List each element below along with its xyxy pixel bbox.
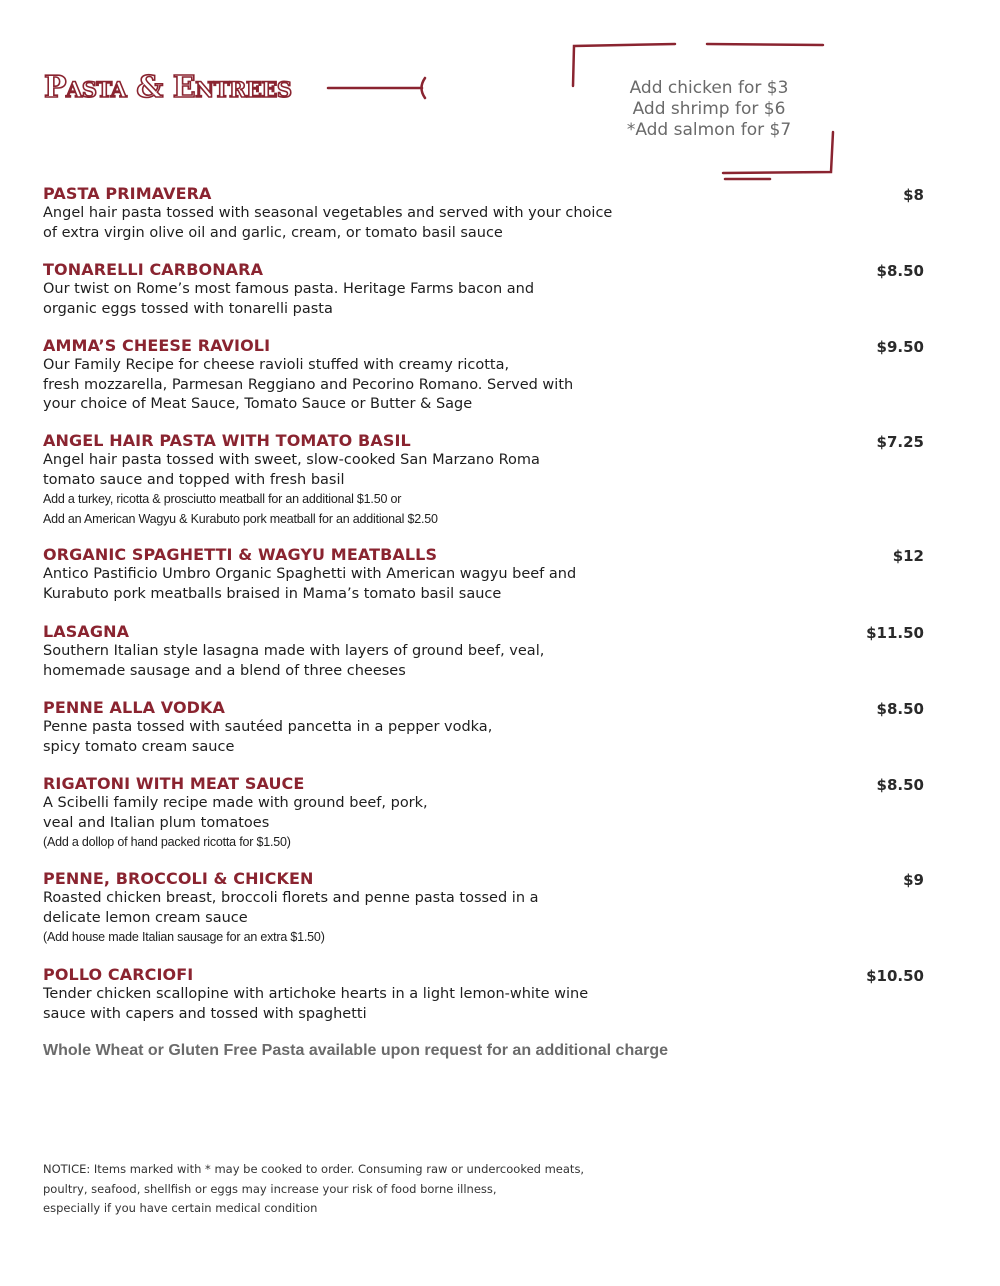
item-name: RIGATONI WITH MEAT SAUCE: [43, 774, 305, 793]
item-description: Angel hair pasta tossed with sweet, slow-cooked San Marzano Roma tomato sauce and topped with fresh basil: [43, 452, 540, 488]
addons-list: [600, 78, 818, 141]
item-description: Our Family Recipe for cheese ravioli stuffed with creamy ricotta, fresh mozzarella, Parmesan Reggiano and Pecorino Romano. Served with your choice of Meat Sauce, Tomato Sauce or Butter & Sage: [43, 357, 574, 412]
item-name: AMMA’S CHEESE RAVIOLI: [43, 336, 271, 355]
gluten-free-note: Whole Wheat or Gluten Free Pasta available upon request for an additional charge: [43, 1042, 669, 1059]
section-title: Pasta & Entrees: [44, 70, 292, 105]
item-name: ORGANIC SPAGHETTI & WAGYU MEATBALLS: [43, 545, 438, 564]
item-price: $8.50: [876, 776, 924, 794]
item-price: $12: [892, 547, 924, 565]
item-price: $7.25: [876, 433, 924, 451]
item-note: (Add house made Italian sausage for an extra $1.50): [43, 930, 325, 944]
item-price: $8.50: [876, 700, 924, 718]
menu-item: [43, 431, 933, 529]
menu-item: [43, 622, 933, 681]
item-description: Our twist on Rome’s most famous pasta. Heritage Farms bacon and organic eggs tossed with tonarelli pasta: [43, 281, 535, 317]
addon-chicken: Add chicken for $3: [629, 78, 789, 98]
item-name: TONARELLI CARBONARA: [43, 260, 264, 279]
item-price: $11.50: [866, 624, 924, 642]
item-name: ANGEL HAIR PASTA WITH TOMATO BASIL: [43, 431, 411, 450]
item-description: Roasted chicken breast, broccoli florets and penne pasta tossed in a delicate lemon cream sauce: [43, 890, 539, 926]
menu-item: [43, 698, 933, 757]
item-description: Antico Pastificio Umbro Organic Spaghetti with American wagyu beef and Kurabuto pork meatballs braised in Mama’s tomato basil sauce: [43, 566, 577, 602]
item-note: Add a turkey, ricotta & prosciutto meatball for an additional $1.50 or Add an American Wagyu & Kurabuto pork meatball for an additional $2.50: [43, 492, 438, 526]
item-description: Tender chicken scallopine with artichoke hearts in a light lemon-white wine sauce with capers and tossed with spaghetti: [43, 986, 589, 1022]
item-price: $9: [903, 871, 924, 889]
menu-item: [43, 336, 933, 415]
item-description: Penne pasta tossed with sautéed pancetta in a pepper vodka, spicy tomato cream sauce: [43, 719, 493, 755]
menu-item: [43, 774, 933, 853]
item-name: PASTA PRIMAVERA: [43, 184, 212, 203]
menu-item: [43, 965, 933, 1024]
menu-item: [43, 260, 933, 319]
item-price: $10.50: [866, 967, 924, 985]
item-price: $9.50: [876, 338, 924, 356]
item-description: Southern Italian style lasagna made with layers of ground beef, veal, homemade sausage and a blend of three cheeses: [43, 643, 545, 679]
item-note: (Add a dollop of hand packed ricotta for $1.50): [43, 835, 291, 849]
item-name: LASAGNA: [43, 622, 130, 641]
item-description: A Scibelli family recipe made with ground beef, pork, veal and Italian plum tomatoes: [43, 795, 428, 831]
item-name: PENNE, BROCCOLI & CHICKEN: [43, 869, 314, 888]
item-price: $8.50: [876, 262, 924, 280]
item-name: POLLO CARCIOFI: [43, 965, 194, 984]
menu-item: [43, 869, 933, 948]
menu-item: [43, 545, 933, 604]
item-description: Angel hair pasta tossed with seasonal vegetables and served with your choice of extra virgin olive oil and garlic, cream, or tomato basil sauce: [43, 205, 613, 241]
menu-item: [43, 184, 933, 243]
item-price: $8: [903, 186, 924, 204]
title-rule-decoration: [326, 76, 436, 102]
addon-salmon: *Add salmon for $7: [626, 120, 792, 140]
item-name: PENNE ALLA VODKA: [43, 698, 226, 717]
food-safety-notice: NOTICE: Items marked with * may be cooked to order. Consuming raw or undercooked meats, poultry, seafood, shellfish or eggs may increase your risk of food borne illness, especially if you have certain medical condition: [43, 1162, 585, 1215]
addon-shrimp: Add shrimp for $6: [632, 99, 786, 119]
